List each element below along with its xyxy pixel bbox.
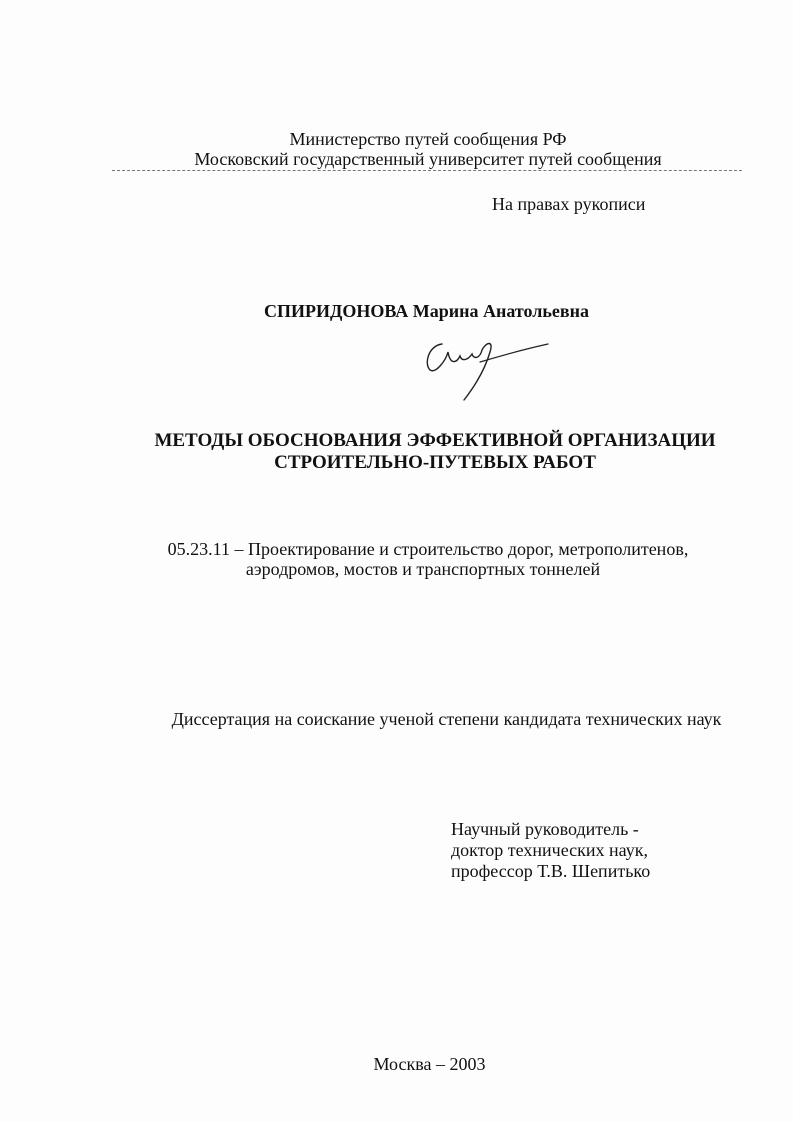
supervisor-line-1: Научный руководитель -	[451, 819, 639, 839]
degree-statement: Диссертация на соискание ученой степени кандидата технических наук	[171, 709, 722, 729]
manuscript-note: На правах рукописи	[492, 194, 646, 214]
city-year: Москва – 2003	[373, 1054, 486, 1074]
header-divider	[112, 170, 742, 171]
specialty-line-1: 05.23.11 – Проектирование и строительство дорог, метрополитенов,	[167, 539, 689, 559]
supervisor-line-2: доктор технических наук,	[451, 840, 648, 860]
title-line-2: СТРОИТЕЛЬНО-ПУТЕВЫХ РАБОТ	[274, 452, 596, 473]
ministry-line: Министерство путей сообщения РФ	[289, 129, 567, 149]
author-signature	[420, 330, 560, 405]
author-name	[0, 300, 793, 322]
author-surname: СПИРИДОНОВА	[264, 301, 409, 321]
university-line: Московский государственный университет путей сообщения	[194, 149, 662, 169]
author-given-names: Марина Анатольевна	[412, 301, 589, 321]
supervisor-line-3: профессор Т.В. Шепитько	[451, 861, 651, 881]
title-line-1: МЕТОДЫ ОБОСНОВАНИЯ ЭФФЕКТИВНОЙ ОРГАНИЗАЦИИ	[154, 430, 716, 451]
specialty-line-2: аэродромов, мостов и транспортных тоннелей	[245, 559, 601, 579]
